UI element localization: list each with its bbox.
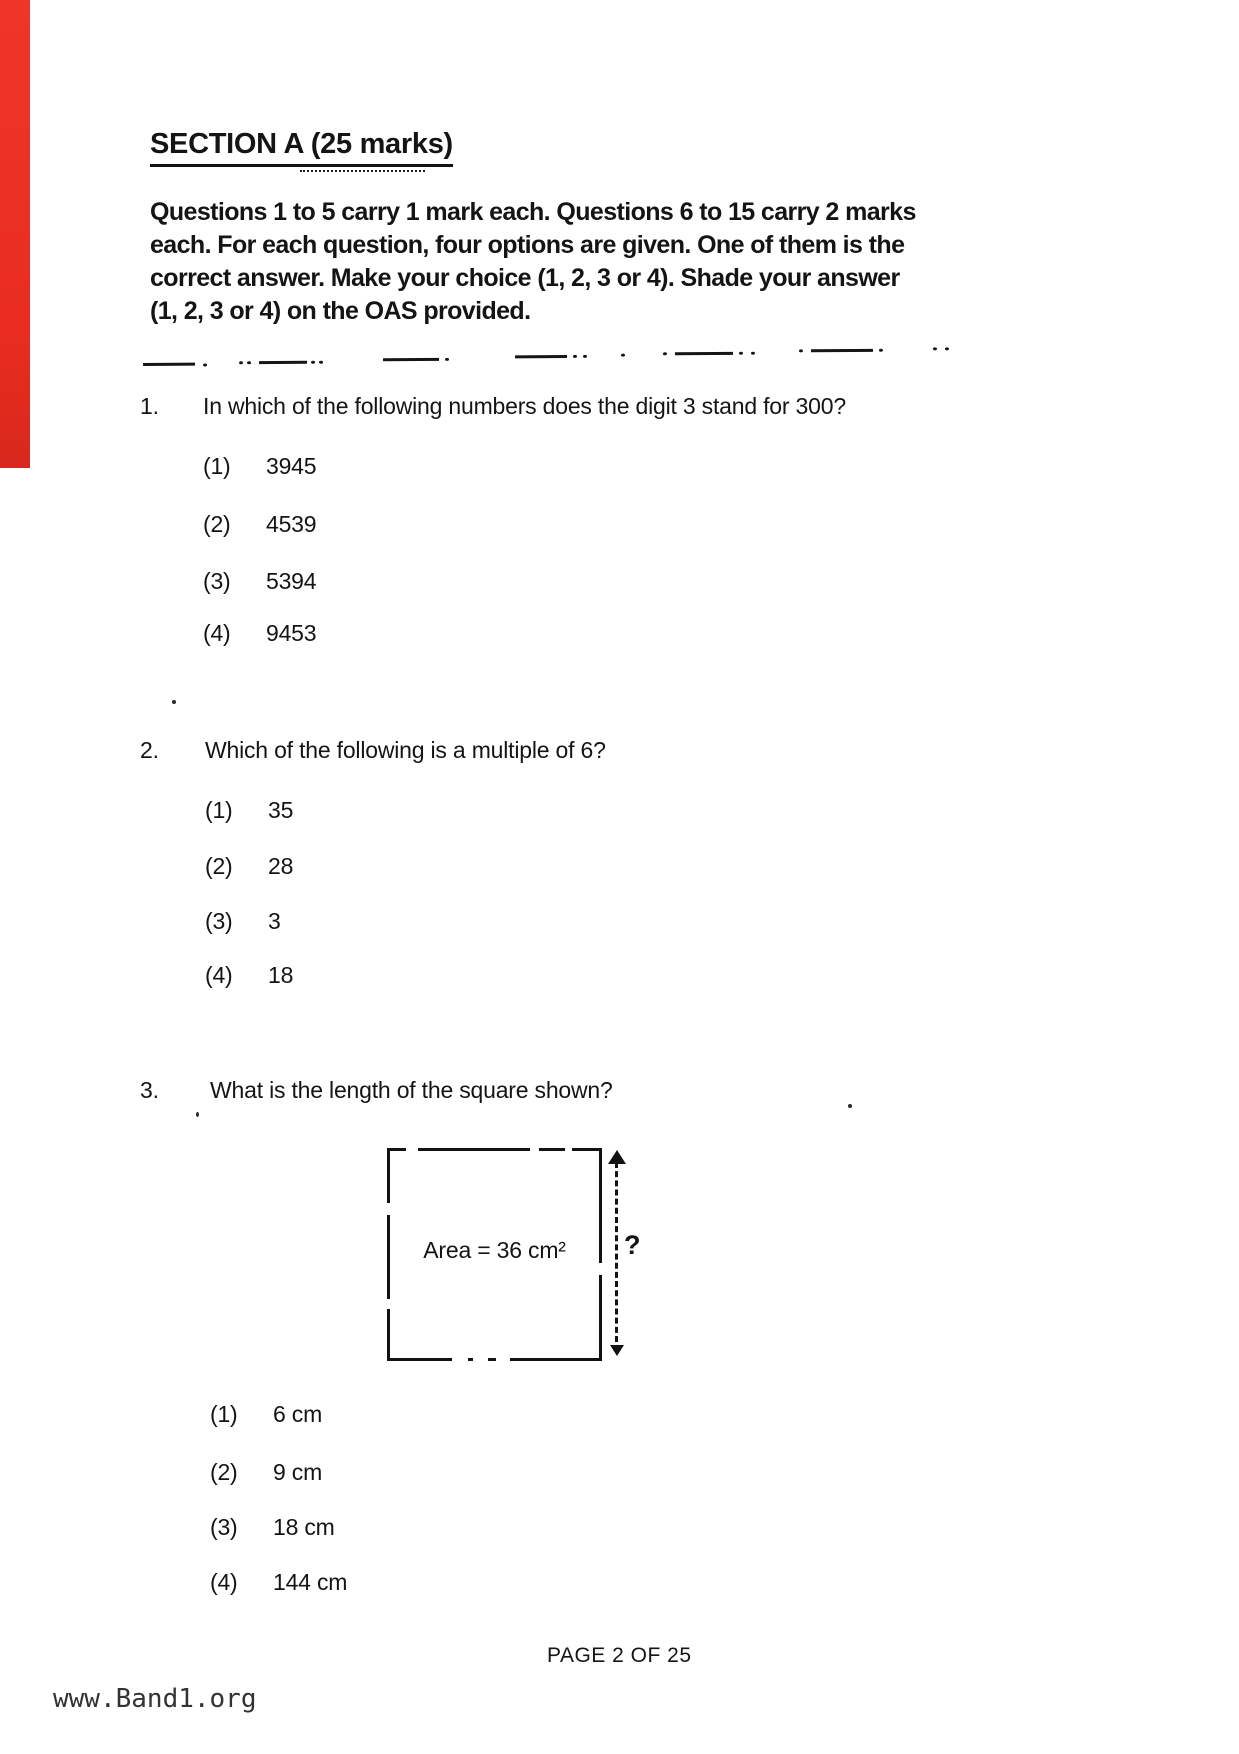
option-label: (4) bbox=[203, 620, 231, 646]
question-3-option-1 bbox=[210, 1401, 322, 1428]
question-1-text: In which of the following numbers does the digit 3 stand for 300? bbox=[203, 393, 846, 419]
scan-dot-artifact bbox=[196, 1112, 199, 1117]
option-value: 4539 bbox=[266, 511, 317, 537]
option-value: 3945 bbox=[266, 453, 317, 479]
question-3-option-4 bbox=[210, 1569, 347, 1596]
question-2-option-3 bbox=[205, 908, 281, 935]
option-value: 144 cm bbox=[273, 1569, 348, 1595]
question-1-option-2 bbox=[203, 511, 316, 538]
border-break-artifact bbox=[599, 1263, 602, 1275]
border-break-artifact bbox=[530, 1148, 539, 1151]
question-2-text: Which of the following is a multiple of 6? bbox=[205, 737, 606, 763]
dashed-separator-line bbox=[143, 345, 988, 367]
question-1-option-1 bbox=[203, 453, 316, 480]
section-title: SECTION A (25 marks) bbox=[150, 128, 453, 167]
question-3-text: What is the length of the square shown? bbox=[210, 1077, 613, 1103]
question-2-option-4 bbox=[205, 962, 293, 989]
underline-artifact bbox=[300, 170, 425, 172]
option-label: (3) bbox=[205, 908, 233, 934]
instruction-line: correct answer. Make your choice (1, 2, 3 or 4). Shade your answer bbox=[150, 264, 900, 292]
option-label: (4) bbox=[205, 962, 233, 988]
scanner-red-bar-artifact bbox=[0, 0, 30, 468]
option-label: (2) bbox=[210, 1459, 238, 1485]
watermark-url: www.Band1.org bbox=[53, 1684, 257, 1714]
option-label: (4) bbox=[210, 1569, 238, 1595]
question-2-number: 2. bbox=[140, 737, 159, 763]
option-label: (2) bbox=[203, 511, 231, 537]
border-crumb-artifact bbox=[468, 1358, 473, 1361]
scan-dot-artifact bbox=[848, 1104, 852, 1108]
border-break-artifact bbox=[387, 1299, 390, 1309]
arrow-dashed-line bbox=[615, 1162, 618, 1342]
option-label: (1) bbox=[203, 453, 231, 479]
border-crumb-artifact bbox=[488, 1358, 496, 1361]
instruction-line: each. For each question, four options are given. One of them is the bbox=[150, 231, 905, 259]
instructions-paragraph bbox=[150, 196, 980, 328]
option-label: (2) bbox=[205, 853, 233, 879]
question-2-option-2 bbox=[205, 853, 293, 880]
arrow-down-icon bbox=[610, 1345, 624, 1356]
question-3-number: 3. bbox=[140, 1077, 159, 1103]
scan-dot-artifact bbox=[172, 700, 176, 704]
question-2-option-1 bbox=[205, 797, 293, 824]
border-break-artifact bbox=[406, 1148, 418, 1151]
instruction-line: (1, 2, 3 or 4) on the OAS provided. bbox=[150, 297, 531, 325]
option-value: 18 cm bbox=[273, 1514, 335, 1540]
square-figure bbox=[387, 1148, 602, 1361]
page-number: PAGE 2 OF 25 bbox=[547, 1644, 692, 1667]
option-label: (1) bbox=[210, 1401, 238, 1427]
question-1-option-4 bbox=[203, 620, 316, 647]
option-label: (3) bbox=[210, 1514, 238, 1540]
question-3-option-2 bbox=[210, 1459, 322, 1486]
option-value: 35 bbox=[268, 797, 294, 823]
area-label: Area = 36 cm² bbox=[423, 1237, 566, 1263]
option-value: 9453 bbox=[266, 620, 317, 646]
border-break-artifact bbox=[387, 1203, 390, 1215]
option-value: 3 bbox=[268, 908, 281, 934]
option-value: 6 cm bbox=[273, 1401, 323, 1427]
option-value: 28 bbox=[268, 853, 294, 879]
instruction-line: Questions 1 to 5 carry 1 mark each. Questions 6 to 15 carry 2 marks bbox=[150, 198, 916, 226]
unknown-length-label: ? bbox=[624, 1230, 641, 1260]
question-1-number: 1. bbox=[140, 393, 159, 419]
option-label: (3) bbox=[203, 568, 231, 594]
option-value: 9 cm bbox=[273, 1459, 323, 1485]
option-value: 18 bbox=[268, 962, 294, 988]
option-label: (1) bbox=[205, 797, 233, 823]
question-3-option-3 bbox=[210, 1514, 335, 1541]
option-value: 5394 bbox=[266, 568, 317, 594]
question-1-option-3 bbox=[203, 568, 316, 595]
arrow-up-icon bbox=[608, 1150, 626, 1164]
border-break-artifact bbox=[452, 1358, 510, 1361]
border-break-artifact bbox=[565, 1148, 572, 1151]
